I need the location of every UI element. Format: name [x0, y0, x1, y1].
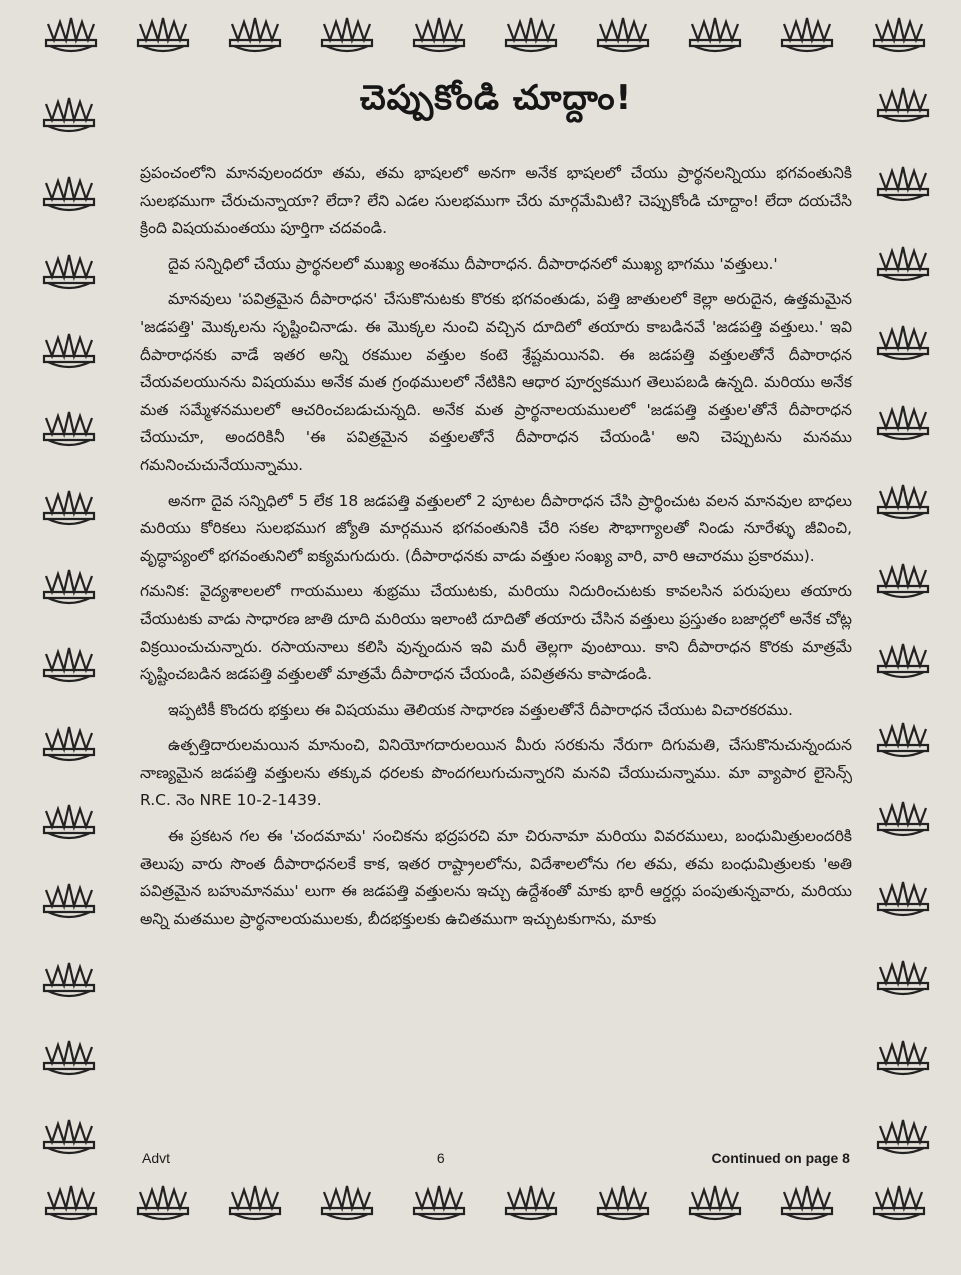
oil-lamp-icon [40, 1178, 102, 1226]
oil-lamp-icon [38, 1033, 100, 1081]
oil-lamp-icon [872, 874, 934, 922]
oil-lamp-icon [38, 1112, 100, 1160]
oil-lamp-icon [872, 794, 934, 842]
advt-label: Advt [142, 1150, 171, 1166]
oil-lamp-icon [776, 10, 838, 58]
oil-lamp-icon [38, 169, 100, 217]
oil-lamp-icon [868, 1178, 930, 1226]
oil-lamp-icon [872, 953, 934, 1001]
note-paragraph: గమనిక: వైద్యశాలలలో గాయములు శుభ్రము చేయుటకు, మరియు నిదురించుటకు కావలసిన పరుపులు తయారు చేయుటకు వాడు సాధారణ జాతి దూది మరియు ఇలాంటి దూదితో తయారు చేసిన వత్తులు ప్రస్తుతం బజార్లలో అనేక చోట్ల విక్రయించుచున్నారు. రసాయనాలు కలిసి వున్నందున ఇవి మరీ తెల్లగా వుంటాయి. కాని దీపారాధన కొరకు మాత్రమే సృష్టించబడిన జడపత్తి వత్తులతో మాత్రమే దీపారాధన చేయండి, పవిత్రతను కాపాడండి. [140, 582, 852, 684]
oil-lamp-icon [224, 1178, 286, 1226]
oil-lamp-icon [872, 556, 934, 604]
oil-lamp-icon [868, 10, 930, 58]
oil-lamp-icon [38, 797, 100, 845]
oil-lamp-icon [316, 1178, 378, 1226]
left-lamp-border [38, 90, 100, 1160]
oil-lamp-icon [38, 404, 100, 452]
paragraph: ఉత్పత్తిదారులమయిన మానుంచి, వినియోగదారులయిన మీరు సరకును నేరుగా దిగుమతి, చేసుకొనుచున్నందున నాణ్యమైన జడపత్తి వత్తులను తక్కువ ధరలకు పొందగలుగుచున్నారని మనవి చేయుచున్నాము. మా వ్యాపార లైసెన్స్ R.C. నెం NRE 10-2-1439. [140, 736, 852, 810]
oil-lamp-icon [872, 239, 934, 287]
oil-lamp-icon [38, 326, 100, 374]
oil-lamp-icon [500, 1178, 562, 1226]
oil-lamp-icon [38, 640, 100, 688]
right-lamp-border [872, 80, 934, 1160]
oil-lamp-icon [132, 10, 194, 58]
oil-lamp-icon [224, 10, 286, 58]
oil-lamp-icon [132, 1178, 194, 1226]
oil-lamp-icon [40, 10, 102, 58]
paragraph: ఈ ప్రకటన గల ఈ 'చందమామ' సంచికను భద్రపరచి మా చిరునామా మరియు వివరములు, బంధుమిత్రులందరికి తెలుపు వారు సొంత దీపారాధనలకే కాక, ఇతర రాష్ట్రాలలోను, విదేశాలలోను గల తమ, తమ బంధుమిత్రులకు 'అతి పవిత్రమైన బహుమానము' లుగా ఈ జడపత్తి వత్తులను ఇచ్చు ఉద్దేశంతో మాకు భారీ ఆర్డర్లు పంపుతున్నవారు, మరియు అన్ని మతముల ప్రార్థనాలయములకు, బీదభక్తులకు ఉచితముగా ఇచ్చుటకుగాను, మాకు [140, 827, 852, 928]
oil-lamp-icon [408, 10, 470, 58]
paragraph: ప్రపంచంలోని మానవులందరూ తమ, తమ భాషలలో అనగా అనేక భాషలలో చేయు ప్రార్థనలన్నియు భగవంతునికి సులభముగా చేరుచున్నాయా? లేదా? లేని ఎడల సులభముగా చేరు మార్గమేమిటి? చెప్పుకోండి చూద్దాం! లేదా దయచేసి క్రింది విషయమంతయు పూర్తిగా చదవండి. [140, 164, 852, 238]
oil-lamp-icon [500, 10, 562, 58]
oil-lamp-icon [872, 318, 934, 366]
bottom-lamp-border [40, 1178, 930, 1226]
oil-lamp-icon [38, 955, 100, 1003]
oil-lamp-icon [872, 715, 934, 763]
oil-lamp-icon [872, 398, 934, 446]
oil-lamp-icon [872, 1112, 934, 1160]
oil-lamp-icon [872, 80, 934, 128]
page-number: 6 [436, 1150, 445, 1166]
oil-lamp-icon [408, 1178, 470, 1226]
oil-lamp-icon [38, 483, 100, 531]
oil-lamp-icon [684, 10, 746, 58]
oil-lamp-icon [872, 1033, 934, 1081]
paragraph: దైవ సన్నిధిలో చేయు ప్రార్థనలలో ముఖ్య అంశము దీపారాధన. దీపారాధనలో ముఖ్య భాగము 'వత్తులు.' [168, 254, 778, 273]
top-lamp-border [40, 10, 930, 58]
page-title: చెప్పుకోండి చూద్దాం! [359, 78, 633, 118]
oil-lamp-icon [872, 477, 934, 525]
article-body [140, 78, 852, 941]
oil-lamp-icon [684, 1178, 746, 1226]
oil-lamp-icon [872, 636, 934, 684]
paragraph: ఇప్పటికీ కొందరు భక్తులు ఈ విషయము తెలియక సాధారణ వత్తులతోనే దీపారాధన చేయుట విచారకరము. [168, 700, 793, 719]
paragraph: మానవులు 'పవిత్రమైన దీపారాధన' చేసుకొనుటకు కొరకు భగవంతుడు, పత్తి జాతులలో కెల్లా అరుదైన, ఉత్తమమైన 'జడపత్తి' మొక్కలను సృష్టించినాడు. ఈ మొక్కల నుంచి వచ్చిన దూదిలో తయారు కాబడినవే 'జడపత్తి వత్తులు.' ఇవి దీపారాధనకు వాడే ఇతర అన్ని రకముల వత్తుల కంటె శ్రేష్టమయినవి. ఈ జడపత్తి వత్తులతోనే దీపారాధన చేయవలయునను విషయము అనేక మత గ్రంథములలో నేటికిని ఆధార పూర్వకముగ తెలుపబడి ఉన్నది. మరియు అనేక మత సమ్మేళనములలో ఆచరించబడుచున్నది. అనేక మత ప్రార్థనాలయములలో 'జడపత్తి వత్తుల'తోనే దీపారాధన చేయుచూ, అందరికినీ 'ఈ పవిత్రమైన వత్తులతోనే దీపారాధన చేయండి' అని చెప్పుటను మనము గమనించుచునేయున్నాము. [140, 290, 852, 474]
oil-lamp-icon [316, 10, 378, 58]
paragraph: అనగా దైవ సన్నిధిలో 5 లేక 18 జడపత్తి వత్తులలో 2 పూటల దీపారాధన చేసి ప్రార్థించుట వలన మానవుల బాధలు మరియు కోరికలు సులభముగ జ్యోతి మార్గమున భగవంతునికి చేరి సకల సౌభాగ్యాలతో నిండు నూరేళ్ళు జీవించి, వృద్ధాప్యంలో భగవంతునిలో ఐక్యమగుదురు. (దీపారాధనకు వాడు వత్తుల సంఖ్య వారి, వారి ఆచారము ప్రకారము). [140, 491, 852, 565]
oil-lamp-icon [38, 562, 100, 610]
oil-lamp-icon [38, 876, 100, 924]
oil-lamp-icon [38, 247, 100, 295]
oil-lamp-icon [592, 1178, 654, 1226]
page-footer [142, 1150, 850, 1166]
continued-label: Continued on page 8 [711, 1150, 850, 1166]
oil-lamp-icon [38, 90, 100, 138]
oil-lamp-icon [872, 159, 934, 207]
oil-lamp-icon [38, 719, 100, 767]
oil-lamp-icon [592, 10, 654, 58]
oil-lamp-icon [776, 1178, 838, 1226]
